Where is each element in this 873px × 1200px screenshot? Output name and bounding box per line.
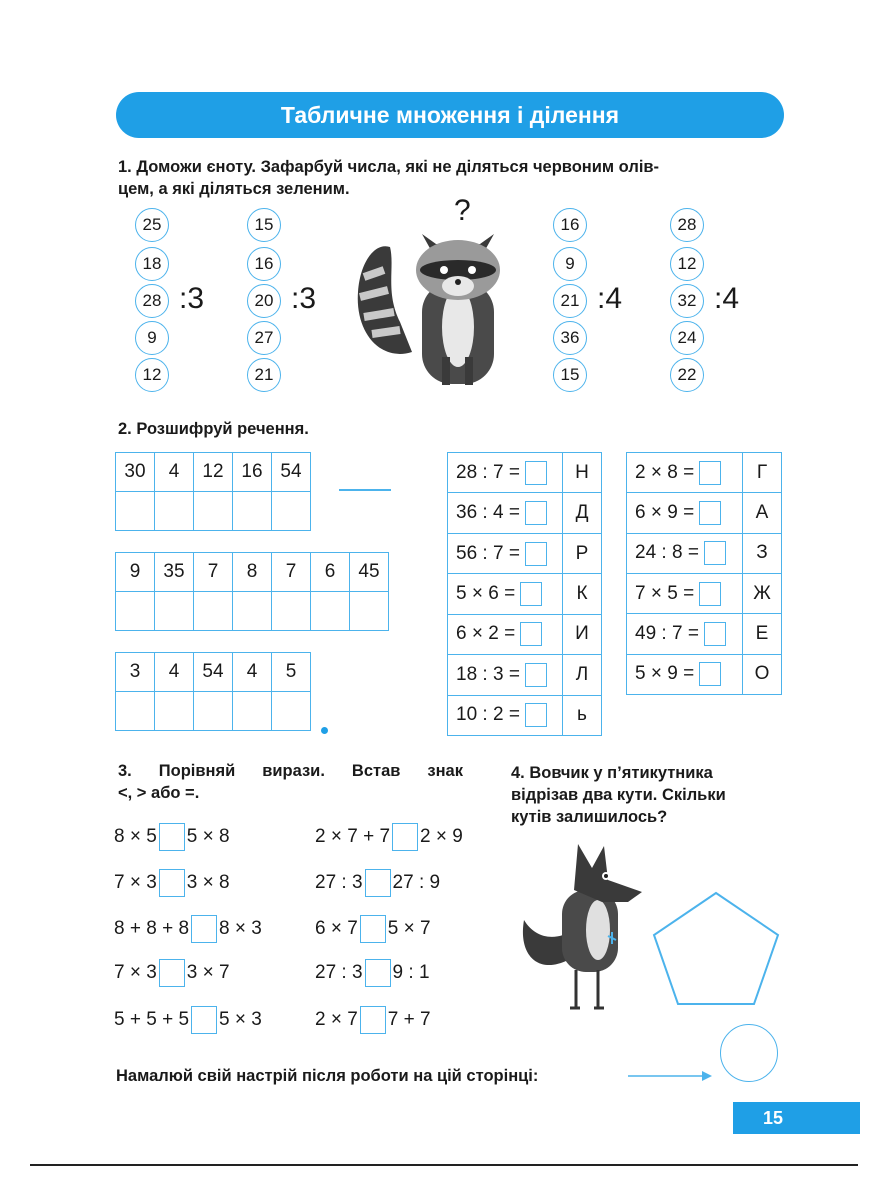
cipher-number: 4 <box>233 653 272 692</box>
key-expression <box>627 622 742 646</box>
sign-box[interactable] <box>159 869 185 897</box>
key-expression <box>448 582 562 606</box>
cipher-number: 4 <box>155 453 194 492</box>
expression-a: 27 : 3 <box>315 872 363 893</box>
key-letter: И <box>562 615 601 654</box>
divisor-label: :4 <box>714 282 740 315</box>
key-table-1 <box>447 452 602 736</box>
key-row <box>448 695 601 735</box>
expression-a: 6 × 7 <box>315 918 358 939</box>
expression-b: 5 × 7 <box>387 918 431 939</box>
key-letter: Е <box>742 614 781 653</box>
answer-box[interactable] <box>699 461 721 485</box>
key-letter: ь <box>562 696 601 735</box>
key-letter: К <box>562 574 601 613</box>
page-number: 15 <box>763 1107 784 1128</box>
cipher-answer-cell[interactable] <box>233 592 272 631</box>
key-expression <box>448 703 562 727</box>
expression-a: 2 × 7 + 7 <box>315 826 391 847</box>
expression-b: 5 × 8 <box>186 826 230 847</box>
sign-box[interactable] <box>365 959 391 987</box>
cipher-answer-cell[interactable] <box>311 592 350 631</box>
expression-b: 3 × 7 <box>186 962 230 983</box>
comparison-item <box>315 868 440 898</box>
key-expression <box>627 582 742 606</box>
key-row <box>627 453 781 492</box>
key-table-2 <box>626 452 782 695</box>
cipher-number: 54 <box>194 653 233 692</box>
key-expression <box>627 501 742 525</box>
key-expression-text: 5 × 9 = <box>635 663 695 685</box>
key-letter: Ж <box>742 574 781 613</box>
key-expression <box>448 663 562 687</box>
number-circle[interactable]: 20 <box>247 284 281 318</box>
cipher-answer-cell[interactable] <box>194 692 233 731</box>
comparison-item <box>315 914 431 944</box>
cipher-number: 5 <box>272 653 311 692</box>
sign-box[interactable] <box>191 915 217 943</box>
expression-a: 7 × 3 <box>114 962 157 983</box>
number-circle[interactable]: 27 <box>247 321 281 355</box>
number-circle[interactable]: 15 <box>553 358 587 392</box>
key-expression-text: 36 : 4 = <box>456 502 520 524</box>
page-title-banner <box>116 92 784 138</box>
cipher-answer-cell[interactable] <box>116 592 155 631</box>
answer-box[interactable] <box>704 622 726 646</box>
comparison-item <box>114 914 262 944</box>
cipher-answer-cell[interactable] <box>155 692 194 731</box>
number-circle[interactable]: 9 <box>135 321 169 355</box>
comparison-item <box>114 1005 262 1035</box>
key-letter: Л <box>562 655 601 694</box>
key-row <box>448 453 601 492</box>
raccoon-illustration <box>350 222 500 387</box>
expression-a: 8 × 5 <box>114 826 157 847</box>
number-circle[interactable]: 16 <box>247 247 281 281</box>
expression-a: 5 + 5 + 5 <box>114 1009 190 1030</box>
answer-box[interactable] <box>704 541 726 565</box>
cipher-answer-cell[interactable] <box>272 692 311 731</box>
task2-text: 2. Розшифруй речення. <box>118 420 309 438</box>
number-circle[interactable]: 12 <box>670 247 704 281</box>
key-expression <box>448 461 562 485</box>
page-number-tab <box>733 1102 860 1134</box>
number-circle[interactable]: 28 <box>135 284 169 318</box>
expression-a: 8 + 8 + 8 <box>114 918 190 939</box>
cipher-row-2 <box>115 552 389 631</box>
expression-b: 27 : 9 <box>392 872 441 893</box>
sign-box[interactable] <box>159 823 185 851</box>
answer-box[interactable] <box>525 461 547 485</box>
comparison-item <box>315 958 430 988</box>
answer-line <box>339 489 391 491</box>
number-circle[interactable]: 21 <box>553 284 587 318</box>
cipher-answer-cell[interactable] <box>233 692 272 731</box>
number-circle[interactable]: 25 <box>135 208 169 242</box>
key-expression-text: 49 : 7 = <box>635 622 699 644</box>
cipher-number: 8 <box>233 553 272 592</box>
key-expression-text: 5 × 6 = <box>456 582 516 604</box>
divisor-label: :3 <box>291 282 317 315</box>
key-expression-text: 24 : 8 = <box>635 542 699 564</box>
mood-circle[interactable] <box>720 1024 778 1082</box>
comparison-item <box>315 1005 431 1035</box>
answer-box[interactable] <box>525 703 547 727</box>
cipher-number: 54 <box>272 453 311 492</box>
cipher-number: 30 <box>116 453 155 492</box>
expression-b: 8 × 3 <box>219 918 262 939</box>
cipher-number: 6 <box>311 553 350 592</box>
sign-box[interactable] <box>365 869 391 897</box>
answer-box[interactable] <box>525 663 547 687</box>
key-expression-text: 2 × 8 = <box>635 461 695 483</box>
task3-line1: 3. Порівняй вирази. Встав знак <box>118 762 463 780</box>
pentagon-shape <box>650 890 782 1008</box>
sign-box[interactable] <box>392 823 418 851</box>
bottom-rule <box>30 1164 858 1166</box>
key-letter: З <box>742 534 781 573</box>
cipher-answer-cell[interactable] <box>272 592 311 631</box>
answer-box[interactable] <box>699 582 721 606</box>
mood-text: Намалюй свій настрій після роботи на цій сторінці: <box>116 1067 539 1085</box>
comparison-item <box>315 822 463 852</box>
answer-box[interactable] <box>525 542 547 566</box>
comparison-item <box>114 958 230 988</box>
number-circle[interactable]: 22 <box>670 358 704 392</box>
cipher-answer-cell[interactable] <box>116 692 155 731</box>
cipher-number: 7 <box>272 553 311 592</box>
number-circle[interactable]: 28 <box>670 208 704 242</box>
expression-a: 2 × 7 <box>315 1009 358 1030</box>
expression-b: 3 × 8 <box>186 872 230 893</box>
page-title: Табличне множення і ділення <box>280 101 620 128</box>
cipher-answer-cell[interactable] <box>272 492 311 531</box>
answer-box[interactable] <box>525 501 547 525</box>
key-expression <box>448 501 562 525</box>
key-row <box>627 492 781 532</box>
key-expression <box>627 541 742 565</box>
number-circle[interactable]: 32 <box>670 284 704 318</box>
arrow-right-icon <box>626 1068 714 1084</box>
key-row <box>627 533 781 573</box>
key-expression-text: 7 × 5 = <box>635 582 695 604</box>
key-expression-text: 18 : 3 = <box>456 663 520 685</box>
answer-box[interactable] <box>520 582 542 606</box>
cipher-number: 4 <box>155 653 194 692</box>
comparison-item <box>114 868 230 898</box>
cipher-row-3 <box>115 652 311 731</box>
key-row <box>448 614 601 654</box>
task4-line2: відрізав два кути. Скільки <box>511 786 726 804</box>
number-circle[interactable]: 15 <box>247 208 281 242</box>
sign-box[interactable] <box>360 915 386 943</box>
key-letter: Д <box>562 493 601 532</box>
expression-b: 2 × 9 <box>420 826 463 847</box>
cipher-number: 35 <box>155 553 194 592</box>
task4-line3: кутів залишилось? <box>511 808 668 826</box>
key-row <box>448 492 601 532</box>
expression-a: 27 : 3 <box>315 962 363 983</box>
wolf-illustration <box>518 840 648 1015</box>
number-circle[interactable]: 12 <box>135 358 169 392</box>
divisor-label: :3 <box>179 282 205 315</box>
task1-line2: цем, а які діляться зеленим. <box>118 180 350 198</box>
cipher-answer-cell[interactable] <box>116 492 155 531</box>
cipher-number: 45 <box>350 553 389 592</box>
cipher-number: 3 <box>116 653 155 692</box>
cipher-number: 9 <box>116 553 155 592</box>
answer-box[interactable] <box>699 662 721 686</box>
number-circle[interactable]: 18 <box>135 247 169 281</box>
cipher-number: 16 <box>233 453 272 492</box>
key-expression <box>448 622 562 646</box>
key-expression-text: 10 : 2 = <box>456 704 520 726</box>
number-circle[interactable]: 9 <box>553 247 587 281</box>
number-circle[interactable]: 16 <box>553 208 587 242</box>
key-row <box>448 654 601 694</box>
expression-b: 5 × 3 <box>219 1009 262 1030</box>
sign-box[interactable] <box>159 959 185 987</box>
cipher-row-1 <box>115 452 311 531</box>
expression-a: 7 × 3 <box>114 872 157 893</box>
cipher-number: 12 <box>194 453 233 492</box>
key-row <box>448 573 601 613</box>
key-row <box>448 533 601 573</box>
key-expression-text: 56 : 7 = <box>456 542 520 564</box>
task1-line1: 1. Доможи єноту. Зафарбуй числа, які не діляться червоним олів- <box>118 158 660 176</box>
cipher-answer-cell[interactable] <box>194 492 233 531</box>
expression-b: 7 + 7 <box>387 1009 431 1030</box>
task4-text <box>511 762 726 828</box>
key-row <box>627 573 781 613</box>
task3-line2: <, > або =. <box>118 784 200 802</box>
cipher-answer-cell[interactable] <box>233 492 272 531</box>
number-circle[interactable]: 24 <box>670 321 704 355</box>
cipher-answer-cell[interactable] <box>194 592 233 631</box>
key-letter: О <box>742 655 781 694</box>
key-expression <box>627 662 742 686</box>
key-row <box>627 613 781 653</box>
cipher-answer-cell[interactable] <box>155 592 194 631</box>
expression-b: 9 : 1 <box>392 962 430 983</box>
cipher-number: 7 <box>194 553 233 592</box>
key-expression <box>448 542 562 566</box>
comparison-item <box>114 822 230 852</box>
answer-box[interactable] <box>520 622 542 646</box>
answer-box[interactable] <box>699 501 721 525</box>
key-row <box>627 654 781 694</box>
key-letter: Р <box>562 534 601 573</box>
number-circle[interactable]: 21 <box>247 358 281 392</box>
number-circle[interactable]: 36 <box>553 321 587 355</box>
question-mark: ? <box>454 194 471 227</box>
sign-box[interactable] <box>191 1006 217 1034</box>
task3-text <box>118 760 463 804</box>
key-expression-text: 28 : 7 = <box>456 461 520 483</box>
period-dot <box>321 727 328 734</box>
key-letter: Н <box>562 453 601 492</box>
cipher-answer-cell[interactable] <box>155 492 194 531</box>
task4-line1: 4. Вовчик у п’ятикутника <box>511 764 713 782</box>
sign-box[interactable] <box>360 1006 386 1034</box>
key-expression-text: 6 × 2 = <box>456 623 516 645</box>
key-expression <box>627 461 742 485</box>
key-expression-text: 6 × 9 = <box>635 501 695 523</box>
divisor-label: :4 <box>597 282 623 315</box>
key-letter: Г <box>742 453 781 492</box>
key-letter: А <box>742 493 781 532</box>
cipher-answer-cell[interactable] <box>350 592 389 631</box>
